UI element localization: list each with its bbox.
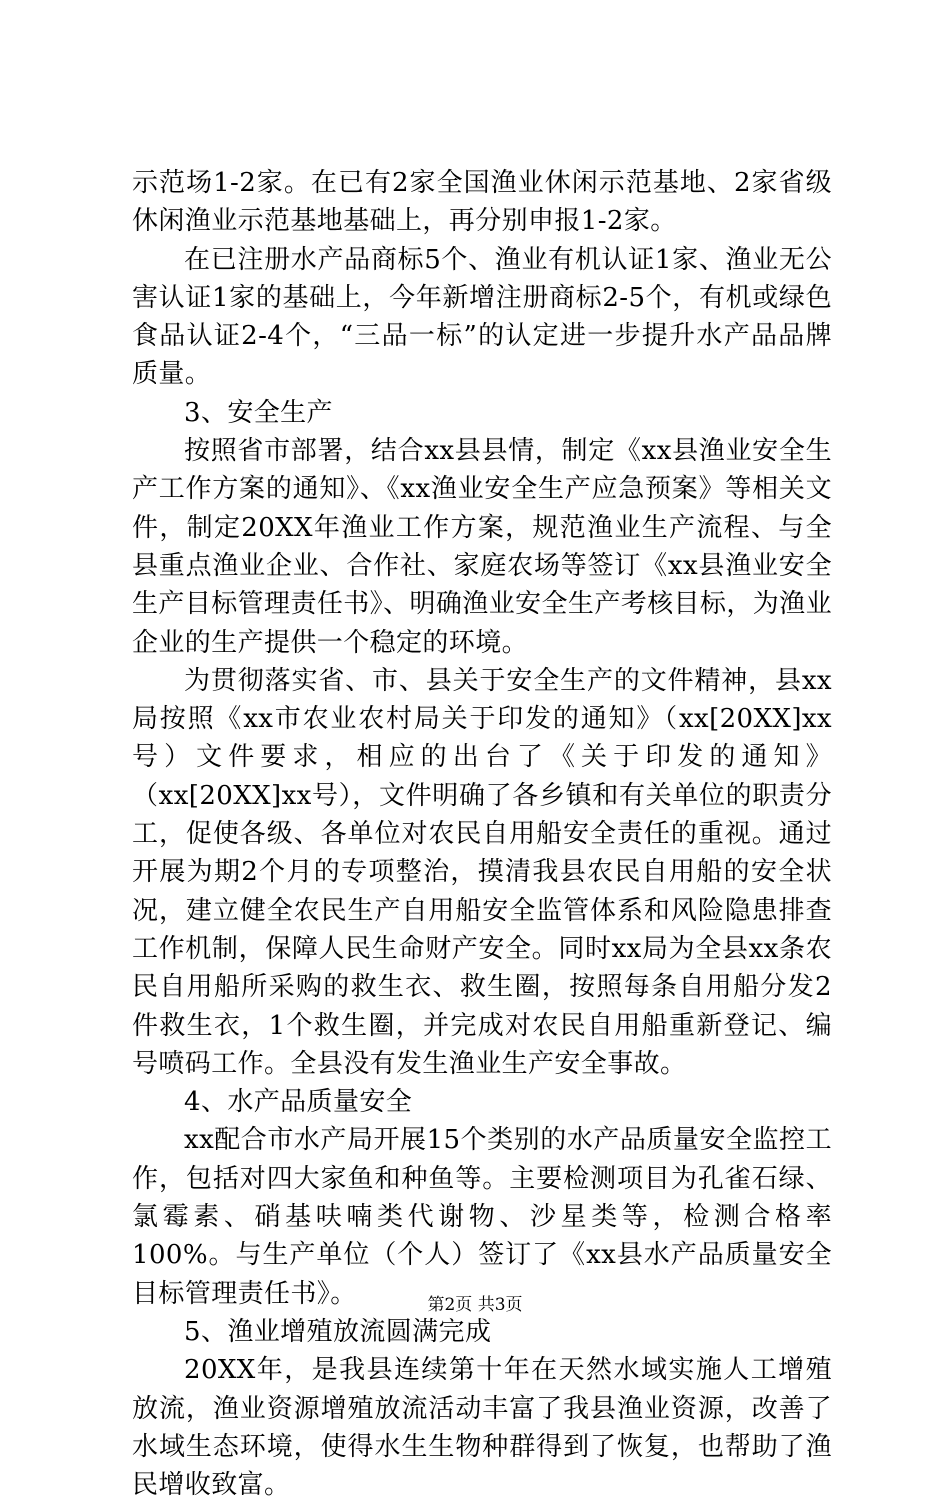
paragraph-stock-release: 20XX年，是我县连续第十年在天然水域实施人工增殖放流，渔业资源增殖放流活动丰富了我县渔业资源，改善了水域生态环境，使得水生生物种群得到了恢复，也帮助了渔民增收致富。 (132, 1355, 832, 1501)
paragraph-quality-monitoring: xx配合市水产局开展15个类别的水产品质量安全监控工作，包括对四大家鱼和种鱼等。主要检测项目为孔雀石绿、氯霉素、硝基呋喃类代谢物、沙星类等，检测合格率100%。与生产单位（个人）签订了《xx县水产品质量安全目标管理责任书》。 (132, 1125, 832, 1309)
paragraph-continuation: 示范场1-2家。在已有2家全国渔业休闲示范基地、2家省级休闲渔业示范基地基础上，再分别申报1-2家。 (132, 168, 832, 237)
paragraph-self-use-boats: 为贯彻落实省、市、县关于安全生产的文件精神，县xx局按照《xx市农业农村局关于印发的通知》（xx[20XX]xx号）文件要求，相应的出台了《关于印发的通知》（xx[20XX]xx号），文件明确了各乡镇和有关单位的职责分工，促使各级、各单位对农民自用船安全责任的重视。通过开展为期2个月的专项整治，摸清我县农民自用船的安全状况，建立健全农民生产自用船安全监管体系和风险隐患排查工作机制，保障人民生命财产安全。同时xx局为全县xx条农民自用船所采购的救生衣、救生圈，按照每条自用船分发2件救生衣，1个救生圈，并完成对农民自用船重新登记、编号喷码工作。全县没有发生渔业生产安全事故。 (132, 665, 832, 1079)
page-number-footer: 第2页 共3页 (427, 1295, 523, 1315)
paragraph-safety-plan: 按照省市部署，结合xx县县情，制定《xx县渔业安全生产工作方案的通知》、《xx渔业安全生产应急预案》等相关文件，制定20XX年渔业工作方案，规范渔业生产流程、与全县重点渔业企业、合作社、家庭农场等签订《xx县渔业安全生产目标管理责任书》、明确渔业安全生产考核目标，为渔业企业的生产提供一个稳定的环境。 (132, 436, 832, 658)
section-heading-product-quality: 4、水产品质量安全 (184, 1087, 413, 1118)
section-heading-safety-production: 3、安全生产 (184, 397, 333, 428)
section-heading-stock-release: 5、渔业增殖放流圆满完成 (184, 1316, 492, 1347)
paragraph-trademarks: 在已注册水产品商标5个、渔业有机认证1家、渔业无公害认证1家的基础上，今年新增注册商标2-5个，有机或绿色食品认证2-4个，“三品一标”的认定进一步提升水产品品牌质量。 (132, 244, 832, 390)
